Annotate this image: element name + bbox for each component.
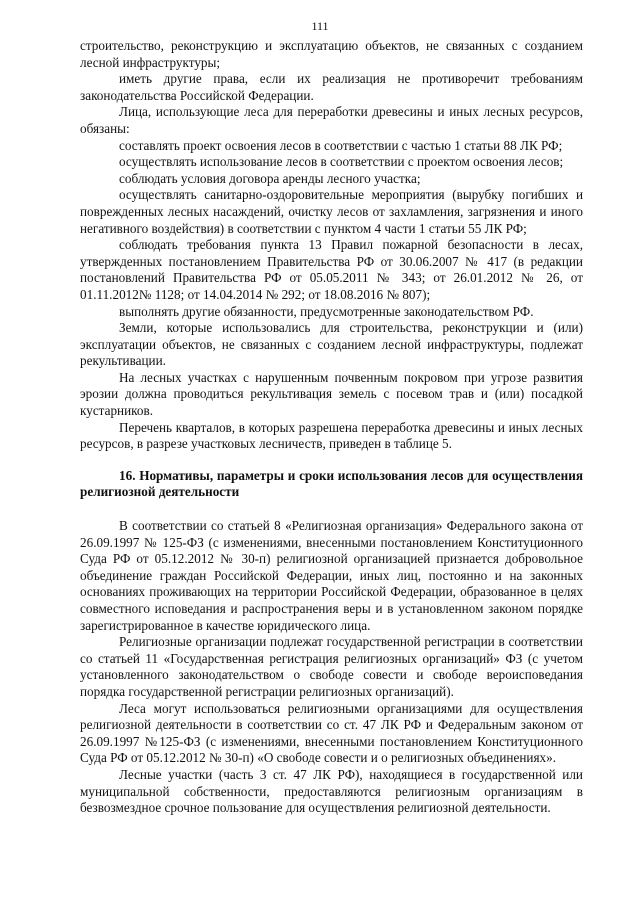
- paragraph: Перечень кварталов, в которых разрешена переработка древесины и иных лесных ресурсов, в разрезе участковых лесничеств, приведен в таблице 5.: [80, 419, 583, 452]
- paragraph: Лица, использующие леса для переработки древесины и иных лесных ресурсов, обязаны:: [80, 104, 583, 136]
- section-heading: 16. Нормативы, параметры и сроки использования лесов для осуществления религиозной деятельности: [80, 467, 583, 500]
- paragraph: В соответствии со статьей 8 «Религиозная организация» Федерального закона от 26.09.1997 № 125-ФЗ (с изменениями, внесенными постановлением Конституционного Суда РФ от 05.12.2012 № 30-п) религиозной организацией признается добровольное объединение граждан Российской Федерации, иных лиц, постоянно и на законных основаниях проживающих на территории Российской Федерации, образованное в целях совместного исповедания и распространения веры и в установленном законом порядке зарегистрированное в качестве юридического лица.: [80, 518, 583, 633]
- paragraph: соблюдать требования пункта 13 Правил пожарной безопасности в лесах, утвержденных постановлением Правительства РФ от 30.06.2007 № 417 (в редакции постановлений Правительства РФ от 05.05.2011 № 343; от 26.01.2012 № 26, от 01.11.2012№ 1128; от 14.04.2014 № 292; от 18.08.2016 № 807);: [80, 237, 583, 302]
- paragraphs-bottom: [80, 518, 583, 817]
- paragraph: осуществлять санитарно-оздоровительные мероприятия (вырубку погибших и поврежденных лесных насаждений, очистку лесов от захламления, загрязнения и иного негативного воздействия) в соответствии с пунктом 4 части 1 статьи 55 ЛК РФ;: [80, 187, 583, 236]
- paragraph: выполнять другие обязанности, предусмотренные законодательством РФ.: [119, 303, 534, 319]
- paragraph: иметь другие права, если их реализация не противоречит требованиям законодательства Российской Федерации.: [80, 71, 583, 103]
- paragraph: Леса могут использоваться религиозными организациями для осуществления религиозной деятельности в соответствии со ст. 47 ЛК РФ и Федеральным законом от 26.09.1997 №125-ФЗ (с изменениями, внесенными постановлением Конституционного Суда РФ от 05.12.2012 № 30-п) «О свободе совести и о религиозных объединениях».: [80, 700, 583, 766]
- paragraphs-top: [80, 38, 583, 453]
- paragraph: составлять проект освоения лесов в соответствии с частью 1 статьи 88 ЛК РФ;: [119, 137, 563, 153]
- paragraph: Земли, которые использовались для строительства, реконструкции и (или) эксплуатации объектов, не связанных с созданием лесной инфраструктуры, подлежат рекультивации.: [80, 320, 583, 369]
- paragraph: Религиозные организации подлежат государственной регистрации в соответствии со статьей 11 «Государственная регистрация религиозных организаций» ФЗ (с учетом установленного законодательством о свободе совести и свободе вероисповедания порядка государственной регистрации религиозных организаций).: [80, 634, 583, 699]
- page-content: [80, 38, 583, 817]
- page-number: 111: [311, 19, 329, 33]
- paragraph: строительство, реконструкцию и эксплуатацию объектов, не связанных с созданием лесной инфраструктуры;: [80, 38, 583, 70]
- paragraph: Лесные участки (часть 3 ст. 47 ЛК РФ), находящиеся в государственной или муниципальной собственности, предоставляются религиозным организациям в безвозмездное срочное пользование для осуществления религиозной деятельности.: [80, 766, 583, 816]
- paragraph: На лесных участках с нарушенным почвенным покровом при угрозе развития эрозии должна проводиться рекультивация земель с посевом трав и (или) посадкой кустарников.: [80, 369, 583, 419]
- paragraph: осуществлять использование лесов в соответствии с проектом освоения лесов;: [119, 154, 564, 170]
- paragraph: соблюдать условия договора аренды лесного участка;: [119, 170, 421, 186]
